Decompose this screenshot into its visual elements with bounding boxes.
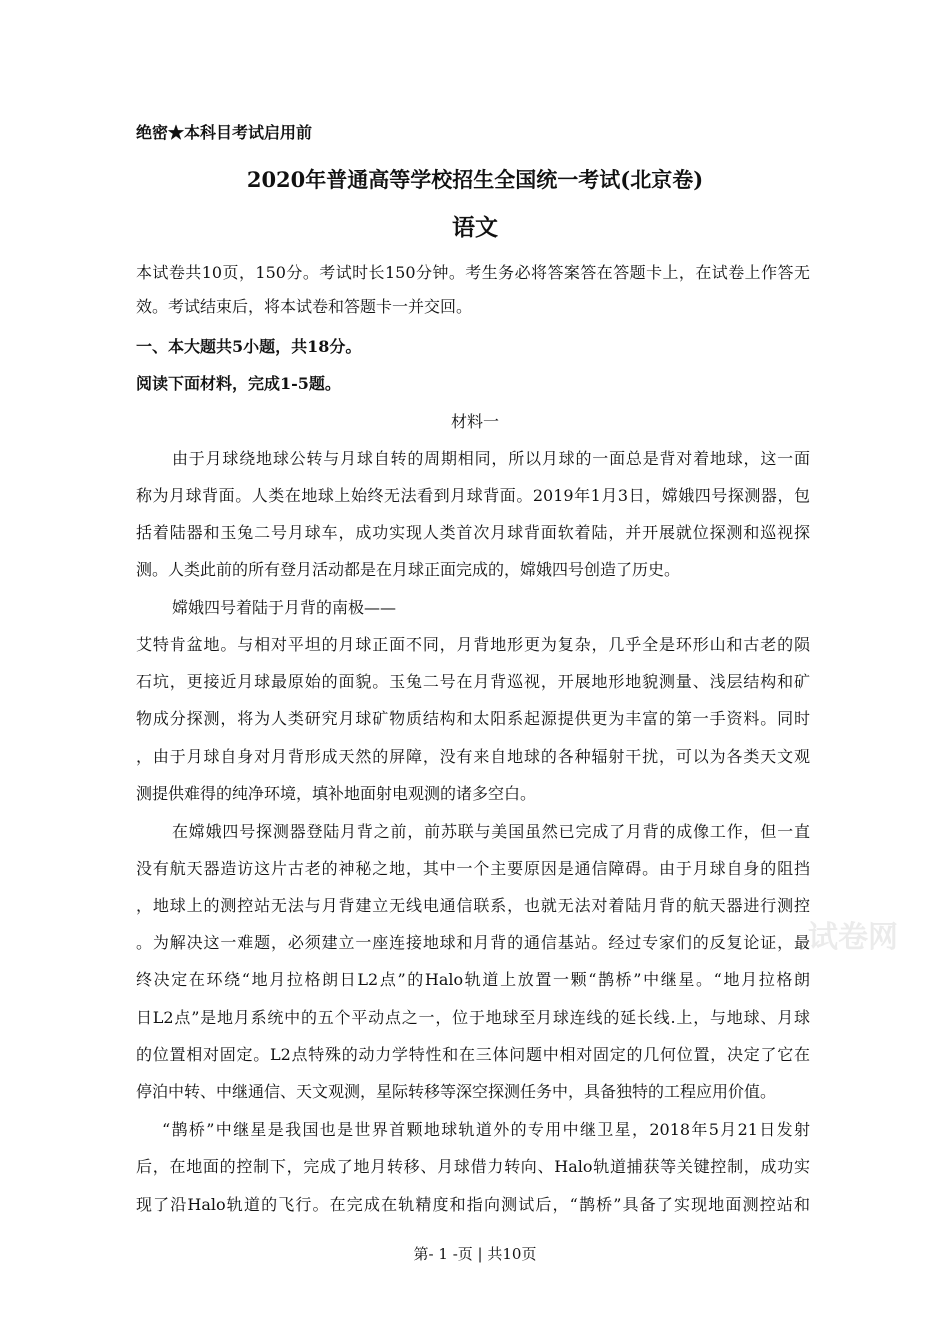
paragraph-line: 停泊中转、中继通信、天文观测，星际转移等深空探测任务中，具备独特的工程应用价值。 xyxy=(136,1082,777,1101)
exam-title: 2020年普通高等学校招生全国统一考试(北京卷) xyxy=(246,167,704,192)
paragraph-line: 括着陆器和玉兔二号月球车，成功实现人类首次月球背面软着陆，并开展就位探测和巡视探 xyxy=(136,523,810,542)
paragraph-line: 由于月球绕地球公转与月球自转的周期相同，所以月球的一面总是背对着地球，这一面 xyxy=(172,449,810,468)
paragraph-line: 物成分探测，将为人类研究月球矿物质结构和太阳系起源提供更为丰富的第一手资料。同时 xyxy=(136,709,810,728)
paragraph-line: 测。人类此前的所有登月活动都是在月球正面完成的，嫦娥四号创造了历史。 xyxy=(136,560,681,579)
paragraph-line: 。为解决这一难题，必须建立一座连接地球和月背的通信基站。经过专家们的反复论证，最 xyxy=(136,933,810,952)
paragraph-line: 称为月球背面。人类在地球上始终无法看到月球背面。2019年1月3日，嫦娥四号探测器，包 xyxy=(136,486,810,505)
paragraph-line: 嫦娥四号着陆于月背的南极—— xyxy=(172,598,397,617)
paragraph-line: 石坑，更接近月球最原始的面貌。玉兔二号在月背巡视，开展地形地貌测量、浅层结构和矿 xyxy=(136,672,810,691)
paragraph-line: 的位置相对固定。L2点特殊的动力学特性和在三体问题中相对固定的几何位置，决定了它在 xyxy=(136,1045,810,1064)
paragraph-line: 终决定在环绕“地月拉格朗日L2点”的Halo轨道上放置一颗“鹊桥”中继星。“地月拉格朗 xyxy=(136,970,810,989)
subject-title: 语文 xyxy=(452,214,498,241)
material-title: 材料一 xyxy=(450,412,499,431)
watermark: 试卷网 xyxy=(808,920,898,955)
paragraph-line: ，由于月球自身对月背形成天然的屏障，没有来自地球的各种辐射干扰，可以为各类天文观 xyxy=(136,747,810,766)
paragraph-line: 测提供难得的纯净环境，填补地面射电观测的诸多空白。 xyxy=(136,784,537,803)
secret-notice: 绝密★本科目考试启用前 xyxy=(136,123,313,142)
page-footer: 第- 1 -页 | 共10页 xyxy=(413,1245,537,1263)
instructions-line: 效。考试结束后，将本试卷和答题卡一并交回。 xyxy=(136,297,473,316)
paragraph-line: 后，在地面的控制下，完成了地月转移、月球借力转向、Halo轨道捕获等关键控制，成功实 xyxy=(136,1157,810,1176)
section-heading: 一、本大题共5小题，共18分。 xyxy=(136,337,362,356)
paragraph-line: 在嫦娥四号探测器登陆月背之前，前苏联与美国虽然已完成了月背的成像工作，但一直 xyxy=(172,822,810,841)
paragraph-line: 没有航天器造访这片古老的神秘之地，其中一个主要原因是通信障碍。由于月球自身的阻挡 xyxy=(136,859,810,878)
paragraph-line: 日L2点”是地月系统中的五个平动点之一，位于地球至月球连线的延长线.上，与地球、月球 xyxy=(136,1008,810,1027)
section-prompt: 阅读下面材料，完成1-5题。 xyxy=(136,374,341,393)
paragraph-line: ，地球上的测控站无法与月背建立无线电通信联系，也就无法对着陆月背的航天器进行测控 xyxy=(136,896,810,915)
instructions-line: 本试卷共10页，150分。考试时长150分钟。考生务必将答案答在答题卡上，在试卷上作答无 xyxy=(136,263,810,282)
paragraph-line: 艾特肯盆地。与相对平坦的月球正面不同，月背地形更为复杂，几乎全是环形山和古老的陨 xyxy=(136,635,810,654)
paragraph-line: “鹊桥”中继星是我国也是世界首颗地球轨道外的专用中继卫星，2018年5月21日发射 xyxy=(162,1120,810,1139)
paragraph-line: 现了沿Halo轨道的飞行。在完成在轨精度和指向测试后，“鹊桥”具备了实现地面测控站和 xyxy=(136,1195,810,1214)
